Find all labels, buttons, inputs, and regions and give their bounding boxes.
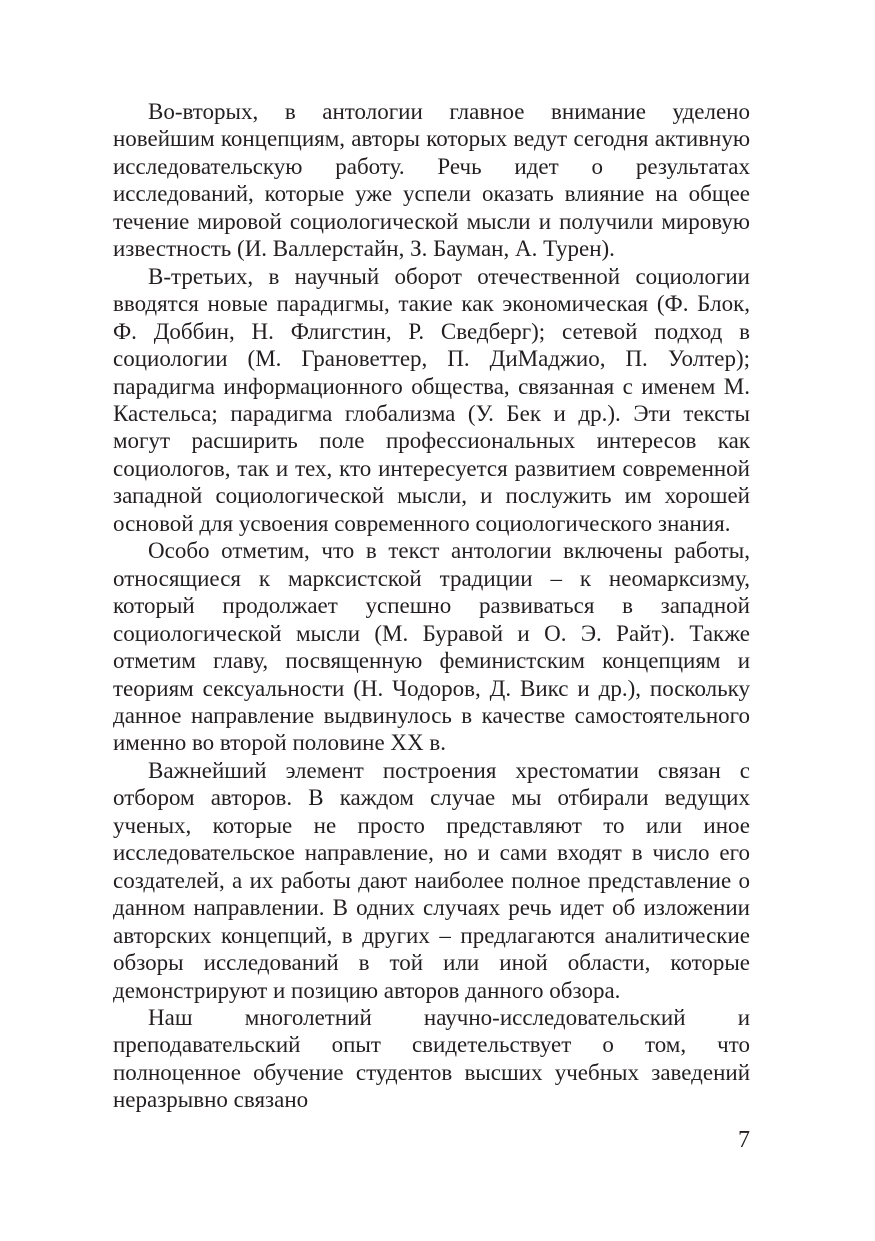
paragraph-4: Важнейший элемент построения хрестоматии связан с отбором авторов. В каждом случае мы отбирали ведущих ученых, которые не просто представляют то или иное исследовательское направление, но и сами входят в число его создателей, а их работы дают наиболее полное представление о данном направлении. В одних случаях речь идет об изложении авторских концепций, в других – предлагаются аналитические обзоры исследований в той или иной области, которые демонстрируют и позицию авторов данного обзора. <box>113 757 750 1003</box>
paragraph-3: Особо отметим, что в текст антологии включены работы, относящиеся к марксистской традиции – к неомарксизму, который продолжает успешно развиваться в западной социологической мысли (М. Буравой и О. Э. Райт). Также отметим главу, посвященную феминистским концепциям и теориям сексуальности (Н. Чодоров, Д. Викс и др.), поскольку данное направление выдвинулось в качестве самостоятельного именно во второй половине XX в. <box>113 538 750 756</box>
paragraph-2: В-третьих, в научный оборот отечественной социологии вводятся новые парадигмы, такие как экономическая (Ф. Блок, Ф. Доббин, Н. Флигстин, Р. Сведберг); сетевой подход в социологии (М. Грановеттер, П. ДиМаджио, П. Уолтер); парадигма информационного общества, связанная с именем М. Кастельса; парадигма глобализма (У. Бек и др.). Эти тексты могут расширить поле профессиональных интересов как социологов, так и тех, кто интересуется развитием современной западной социологической мысли, и послужить им хорошей основой для усвоения современного социологического знания. <box>113 263 750 536</box>
paragraph-1: Во-вторых, в антологии главное внимание уделено новейшим концепциям, авторы которых ведут сегодня активную исследовательскую работу. Речь идет о результатах исследований, которые уже успели оказать влияние на общее течение мировой социологической мысли и получили мировую известность (И. Валлерстайн, З. Бауман, А. Турен). <box>113 99 750 262</box>
page-number: 7 <box>738 1127 750 1153</box>
paragraph-5: Наш многолетний научно-исследовательский и преподавательский опыт свидетельствует о том, что полноценное обучение студентов высших учебных заведений неразрывно связано <box>113 1004 750 1113</box>
page-body <box>113 98 750 1114</box>
